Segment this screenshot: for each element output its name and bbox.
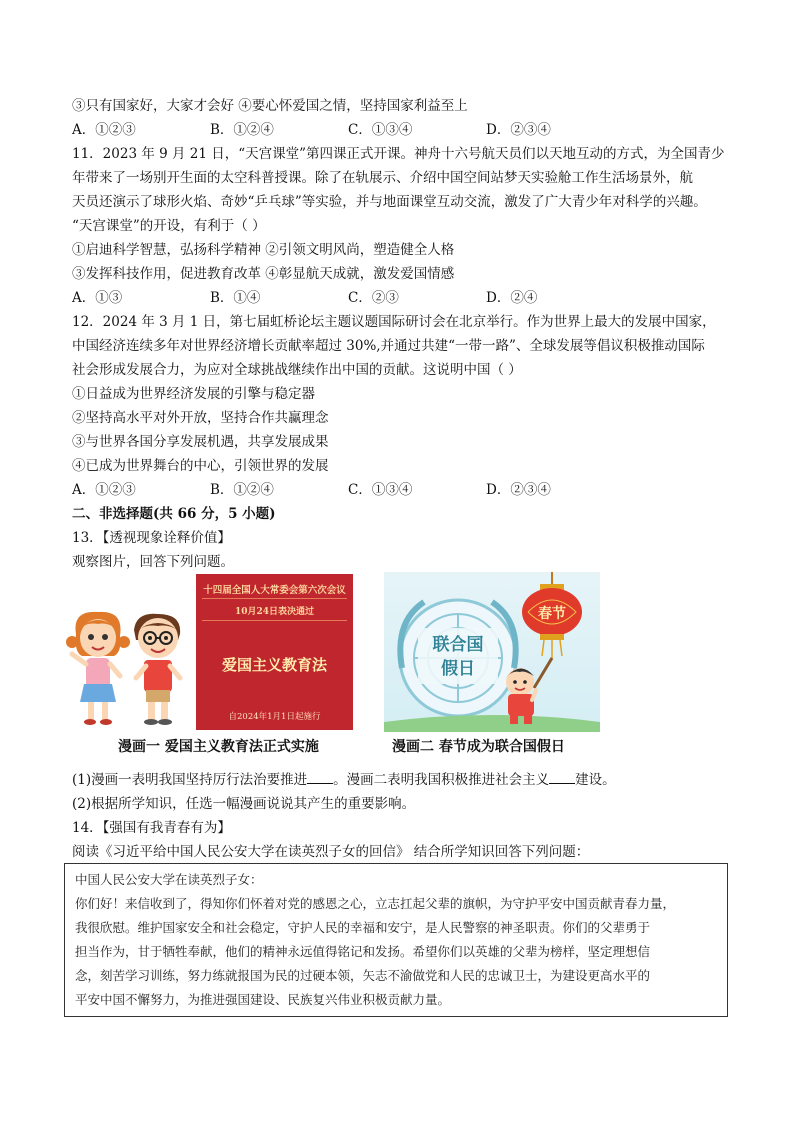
q11-option-c[interactable]: C．②③ xyxy=(348,290,399,306)
poster-divider xyxy=(202,620,347,621)
letter-box xyxy=(64,863,728,1017)
children-illustration xyxy=(66,606,192,730)
letter-line: 念，刻苦学习训练，努力练就报国为民的过硬本领，矢志不渝做党和人民的忠诚卫士，为建设更高水平的 xyxy=(75,968,651,983)
q11-stem-line-1: 11．2023 年 9 月 21 日，“天宫课堂”第四课正式开课。神舟十六号航天员们以天地互动的方式，为全国青少 xyxy=(72,146,725,162)
q13-sub1-part-2: 。漫画二表明我国积极推进社会主义 xyxy=(333,772,550,788)
q14-title: 14．【强国有我青春有为】 xyxy=(72,820,231,836)
q12-stem-line-3: 社会形成发展合力，为应对全球挑战继续作出中国的贡献。这说明中国（ ） xyxy=(72,362,522,378)
q13-sub1-part-1: (1)漫画一表明我国坚持厉行法治要推进 xyxy=(72,772,308,788)
poster-line-1: 十四届全国人大常委会第六次会议 xyxy=(203,585,346,596)
q12-option-d[interactable]: D．②③④ xyxy=(486,482,551,498)
answer-blank[interactable] xyxy=(307,771,333,784)
section-heading: 二、非选择题(共 66 分，5 小题) xyxy=(72,506,276,522)
q12-stem-line-2: 中国经济连续多年对世界经济增长贡献率超过 30%,并通过共建“一带一路”、全球发展等倡议积极推动国际 xyxy=(72,338,705,354)
q10-option-b[interactable]: B．①②④ xyxy=(210,122,274,138)
poster-law-title: 爱国主义教育法 xyxy=(221,656,327,674)
q12-statement-4: ④已成为世界舞台的中心，引领世界的发展 xyxy=(72,458,329,474)
poster-effective-date: 自2024年1月1日起施行 xyxy=(228,712,321,722)
letter-line: 中国人民公安大学在读英烈子女： xyxy=(75,872,263,887)
q12-option-a[interactable]: A．①②③ xyxy=(72,482,136,498)
q10-option-a[interactable]: A．①②③ xyxy=(72,122,136,138)
q13-title: 13．【透视现象诠释价值】 xyxy=(72,530,231,546)
q11-stem-line-4: “天宫课堂”的开设，有利于（ ） xyxy=(72,218,266,234)
letter-line: 你们好！来信收到了，得知你们怀着对党的感恩之心，立志扛起父辈的旗帜，为守护平安中国贡献青春力量， xyxy=(75,896,676,911)
un-emblem-text-1: 联合国 xyxy=(432,635,484,655)
q10-statement-3-4: ③只有国家好，大家才会好 ④要心怀爱国之情，坚持国家利益至上 xyxy=(72,98,468,114)
q13-subquestion-2: (2)根据所学知识，任选一幅漫画说说其产生的重要影响。 xyxy=(72,796,416,812)
poster-divider xyxy=(202,598,347,599)
un-emblem-icon xyxy=(400,600,516,716)
q14-intro: 阅读《习近平给中国人民公安大学在读英烈子女的回信》 结合所学知识回答下列问题： xyxy=(72,844,590,860)
answer-blank[interactable] xyxy=(549,771,575,784)
q12-option-c[interactable]: C．①③④ xyxy=(348,482,413,498)
q13-subquestion-1 xyxy=(72,768,616,792)
q11-statements-3-4: ③发挥科技作用，促进教育改革 ④彰显航天成就，激发爱国情感 xyxy=(72,266,455,282)
q11-stem-line-2: 年带来了一场别开生面的太空科普授课。除了在轨展示、介绍中国空间站梦天实验舱工作生活场景外，航 xyxy=(72,170,693,186)
q13-sub1-part-3: 建设。 xyxy=(575,772,616,788)
q12-statement-3: ③与世界各国分享发展机遇，共享发展成果 xyxy=(72,434,329,450)
comic2-caption: 漫画二 春节成为联合国假日 xyxy=(392,739,565,755)
q12-statement-2: ②坚持高水平对外开放，坚持合作共赢理念 xyxy=(72,410,329,426)
comic1-caption: 漫画一 爱国主义教育法正式实施 xyxy=(118,739,319,755)
spring-festival-un-holiday-illustration xyxy=(384,572,600,732)
q11-statements-1-2: ①启迪科学智慧，弘扬科学精神 ②引领文明风尚，塑造健全人格 xyxy=(72,242,455,258)
patriotic-education-law-poster xyxy=(196,574,353,730)
q10-option-d[interactable]: D．②③④ xyxy=(486,122,551,138)
letter-line: 平安中国不懈努力，为推进强国建设、民族复兴伟业积极贡献力量。 xyxy=(75,992,451,1007)
q10-option-c[interactable]: C．①③④ xyxy=(348,122,413,138)
q11-option-d[interactable]: D．②④ xyxy=(486,290,538,306)
un-emblem-text-2: 假日 xyxy=(441,659,475,679)
q12-stem-line-1: 12．2024 年 3 月 1 日，第七届虹桥论坛主题议题国际研讨会在北京举行。作为世界上最大的发展中国家， xyxy=(72,314,716,330)
q11-option-a[interactable]: A．①③ xyxy=(72,290,123,306)
letter-line: 担当作为，甘于牺牲奉献，他们的精神永远值得铭记和发扬。希望你们以英雄的父辈为榜样，坚定理想信 xyxy=(75,944,651,959)
letter-line: 我很欣慰。维护国家安全和社会稳定，守护人民的幸福和安宁，是人民警察的神圣职责。你们的父辈勇于 xyxy=(75,920,651,935)
q11-stem-line-3: 天员还演示了球形火焰、奇妙“乒乓球”等实验，并与地面课堂互动交流，激发了广大青少年对科学的兴趣。 xyxy=(72,194,707,210)
q11-option-b[interactable]: B．①④ xyxy=(210,290,261,306)
q12-statement-1: ①日益成为世界经济发展的引擎与稳定器 xyxy=(72,386,315,402)
poster-line-2: 10月24日表决通过 xyxy=(234,607,315,617)
q13-intro: 观察图片，回答下列问题。 xyxy=(72,554,234,570)
lantern-text: 春节 xyxy=(538,606,566,622)
q12-option-b[interactable]: B．①②④ xyxy=(210,482,274,498)
